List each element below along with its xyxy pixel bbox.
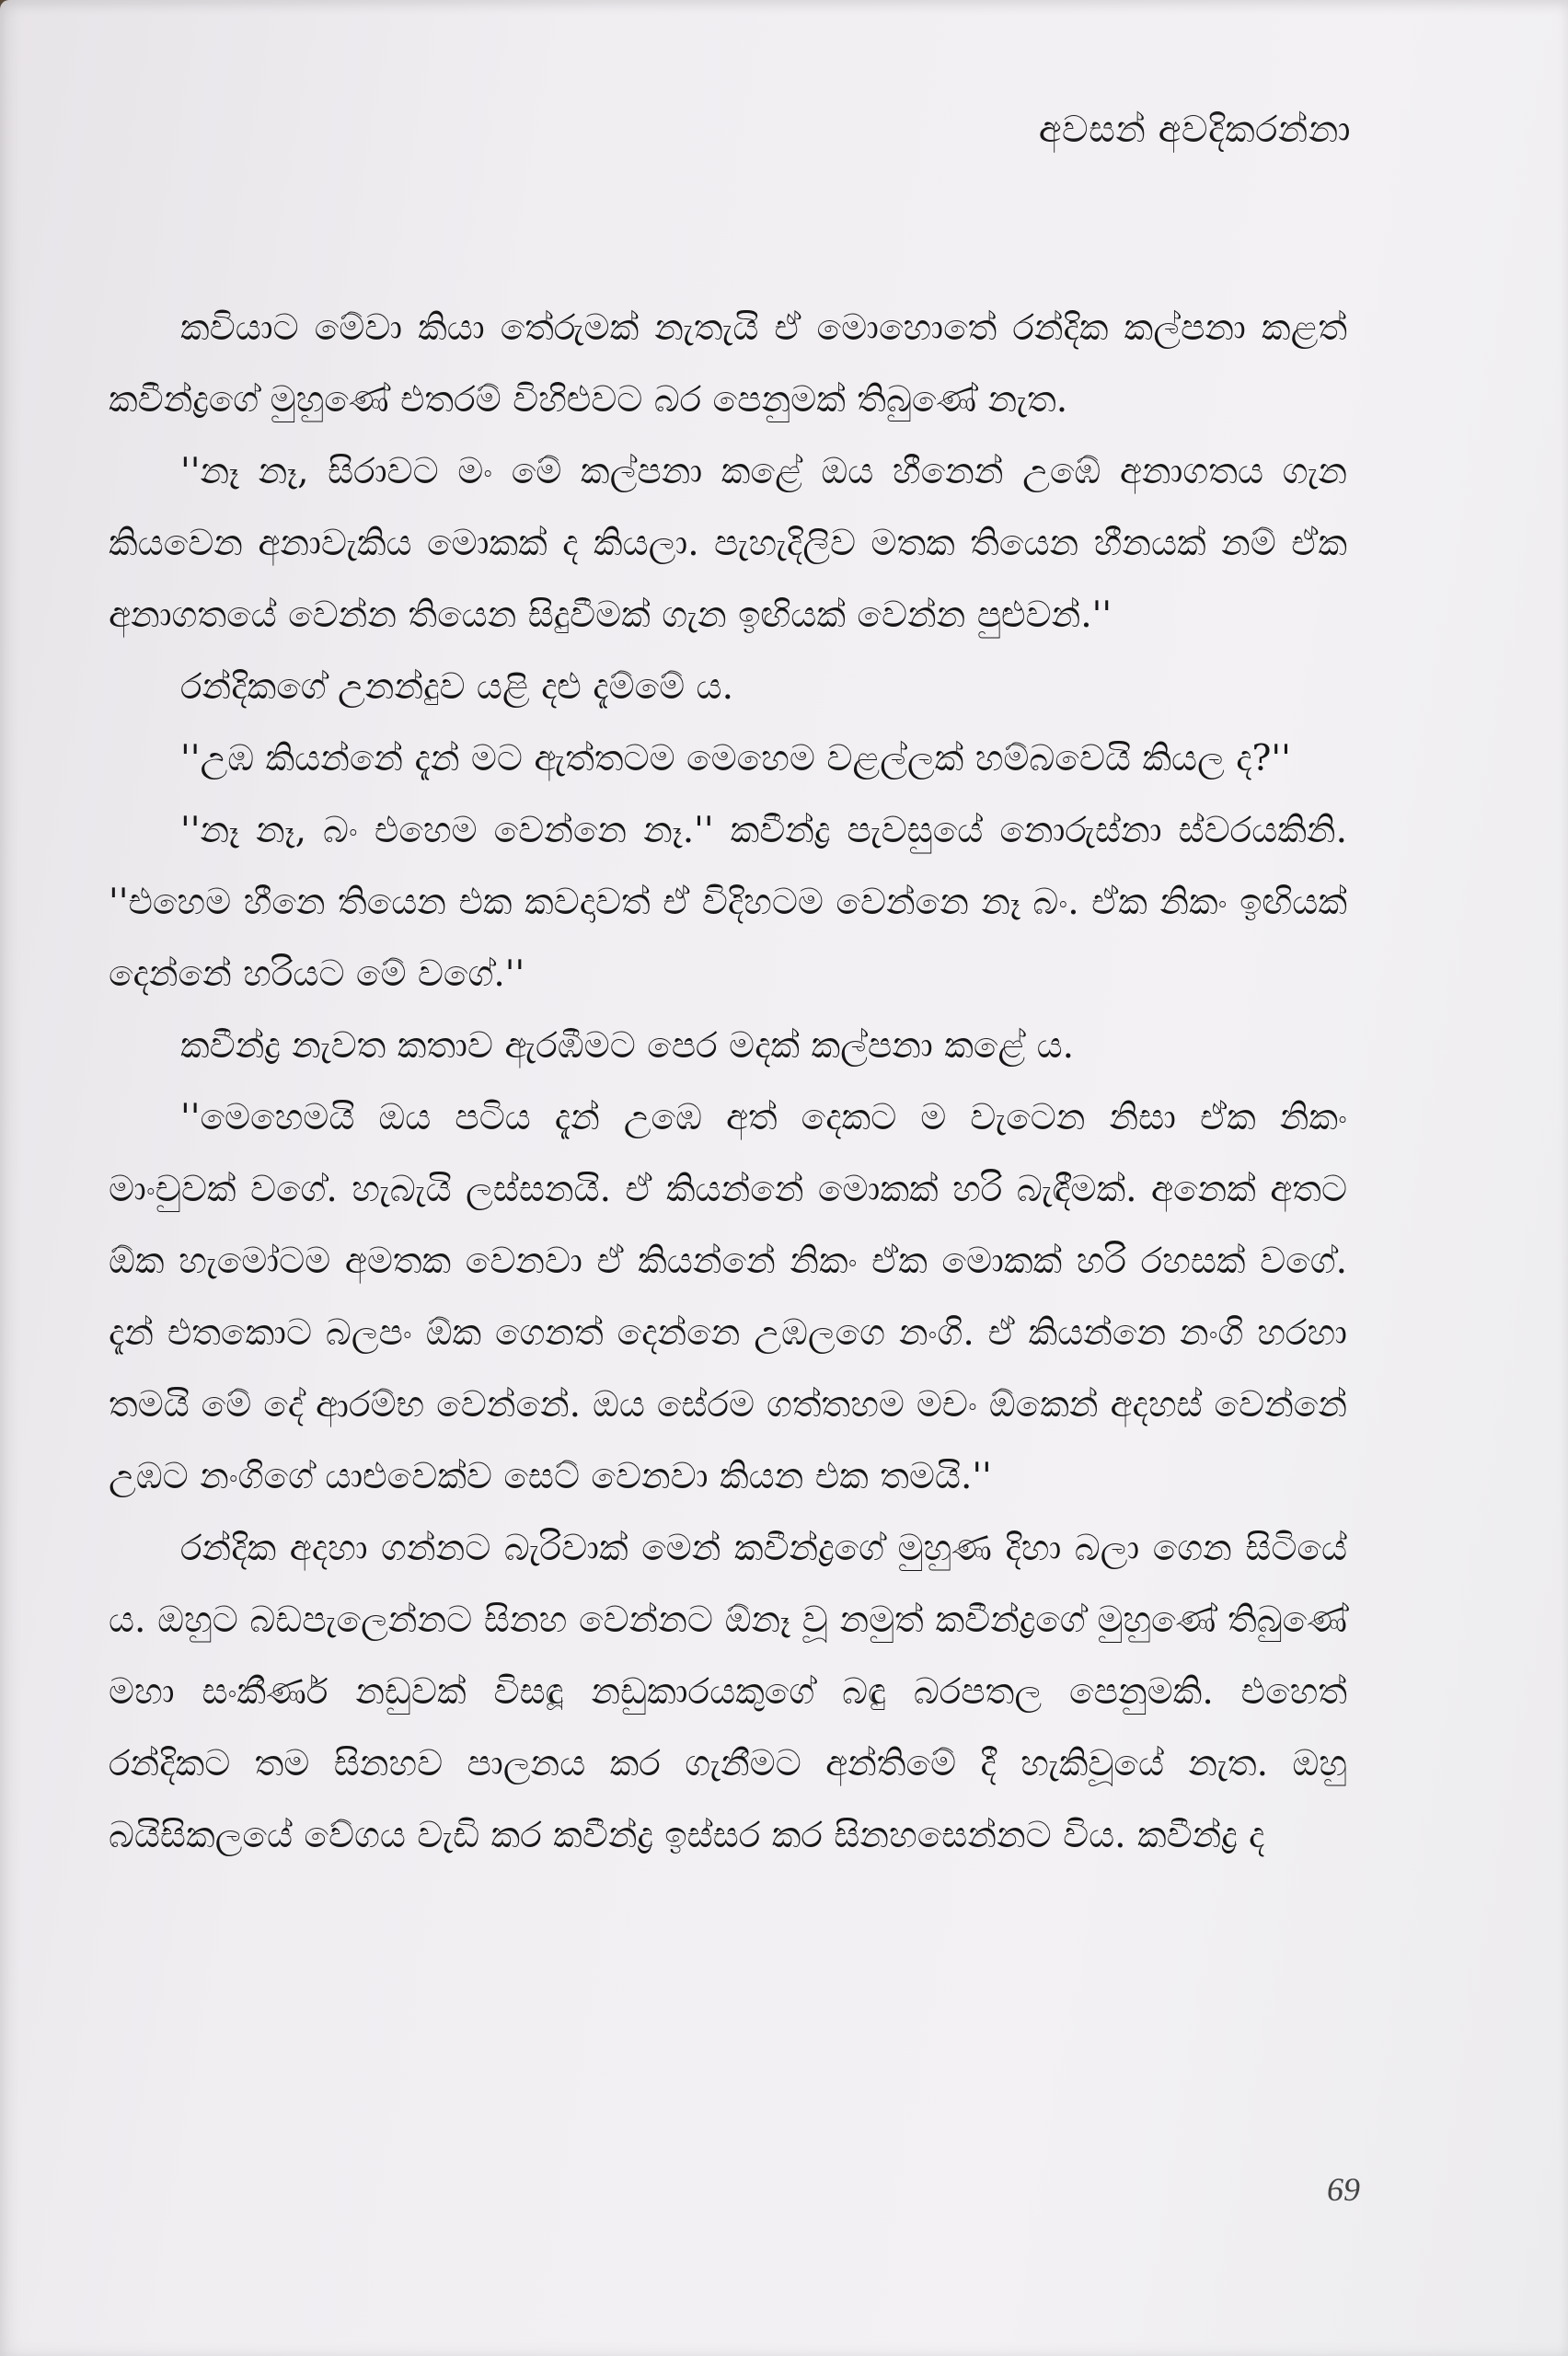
- paragraph-6: කවීන්ද්‍ර නැවත කතාව ඇරඹීමට පෙර මදක් කල්පනා කළේ ය.: [180, 1025, 1075, 1067]
- paragraph-8: රන්දික අදහා ගන්නට බැරිවාක් මෙන් කවීන්ද්‍රගේ මුහුණ දිහා බලා ගෙන සිටියේ ය. ඔහුට බඩපැලෙන්නට සිනහ වෙන්නට ඕනෑ වූ නමුත් කවීන්ද්‍රගේ මුහුණේ තිබුණේ මහා සංකීර්ණ නඩුවක් විසඳූ නඩුකාරයකුගේ බඳු බරපතල පෙනුමකි. එහෙත් රන්දිකට තම සිනහව පාලනය කර ගැනීමට අන්තිමේ දී හැකිවූයේ නැත. ඔහු බයිසිකලයේ වේගය වැඩි කර කවීන්ද්‍ර ඉස්සර කර සිනහසෙන්නට විය. කවීන්ද්‍ර ද: [109, 1528, 1347, 1856]
- paragraph-2: ''නෑ නෑ, සිරාවට මං මේ කල්පනා කළේ ඔය හීනෙන් උඹේ අනාගතය ගැන කියවෙන අනාවැකිය මොකක් ද කියලා. පැහැදිලිව මතක තියෙන හීනයක් නම් ඒක අනාගතයේ වෙන්න තියෙන සිදුවීමක් ගැන ඉඟියක් වෙන්න පුළුවන්.'': [109, 451, 1347, 636]
- body-text: [109, 293, 1347, 1872]
- paragraph-4: ''උඹ කියන්නේ දැන් මට ඇත්තටම මෙහෙම වළල්ලක් හම්බවෙයි කියල ද?'': [180, 738, 1291, 780]
- paragraph-5: ''නෑ නෑ, බං එහෙම වෙන්නෙ නෑ.'' කවීන්ද්‍ර පැවසුයේ නොරුස්නා ස්වරයකිනි. ''එහෙම හීනෙ තියෙන එක කවදාවත් ඒ විදිහටම වෙන්නෙ නෑ බං. ඒක නිකං ඉඟියක් දෙන්නේ හරියට මේ වගේ.'': [109, 810, 1347, 995]
- paragraph-7: ''මෙහෙමයි ඔය පටිය දැන් උඹෙ අත් දෙකට ම වැටෙන නිසා ඒක නිකං මාංචුවක් වගේ. හැබැයි ලස්සනයි. ඒ කියන්නේ මොකක් හරි බැඳීමක්. අනෙක් අතට ඕක හැමෝටම අමතක වෙනවා ඒ කියන්නේ නිකං ඒක මොකක් හරි රහසක් වගේ. දැන් එතකොට බලපං ඕක ගෙනත් දෙන්නෙ උඹලගෙ නංගි. ඒ කියන්නෙ නංගි හරහා තමයි මේ දේ ආරම්භ වෙන්නේ. ඔය සේරම ගත්තහම මචං ඕකෙන් අදහස් වෙන්නේ උඹට නංගිගේ යාළුවෙක්ව සෙට් වෙනවා කියන එක තමයි.'': [109, 1097, 1347, 1497]
- paragraph-1: කවියාට මේවා කියා තේරුමක් නැතැයි ඒ මොහොතේ රන්දික කල්පනා කළත් කවීන්ද්‍රගේ මුහුණේ එතරම් විහිළුවට බර පෙනුමක් තිබුණේ නැත.: [109, 307, 1347, 421]
- running-header: අවසන් අවදිකරන්නා: [1038, 109, 1351, 151]
- page-number: 69: [1327, 2171, 1360, 2208]
- paragraph-3: රන්දිකගේ උනන්දුව යළි දළු දැම්මේ ය.: [180, 666, 733, 708]
